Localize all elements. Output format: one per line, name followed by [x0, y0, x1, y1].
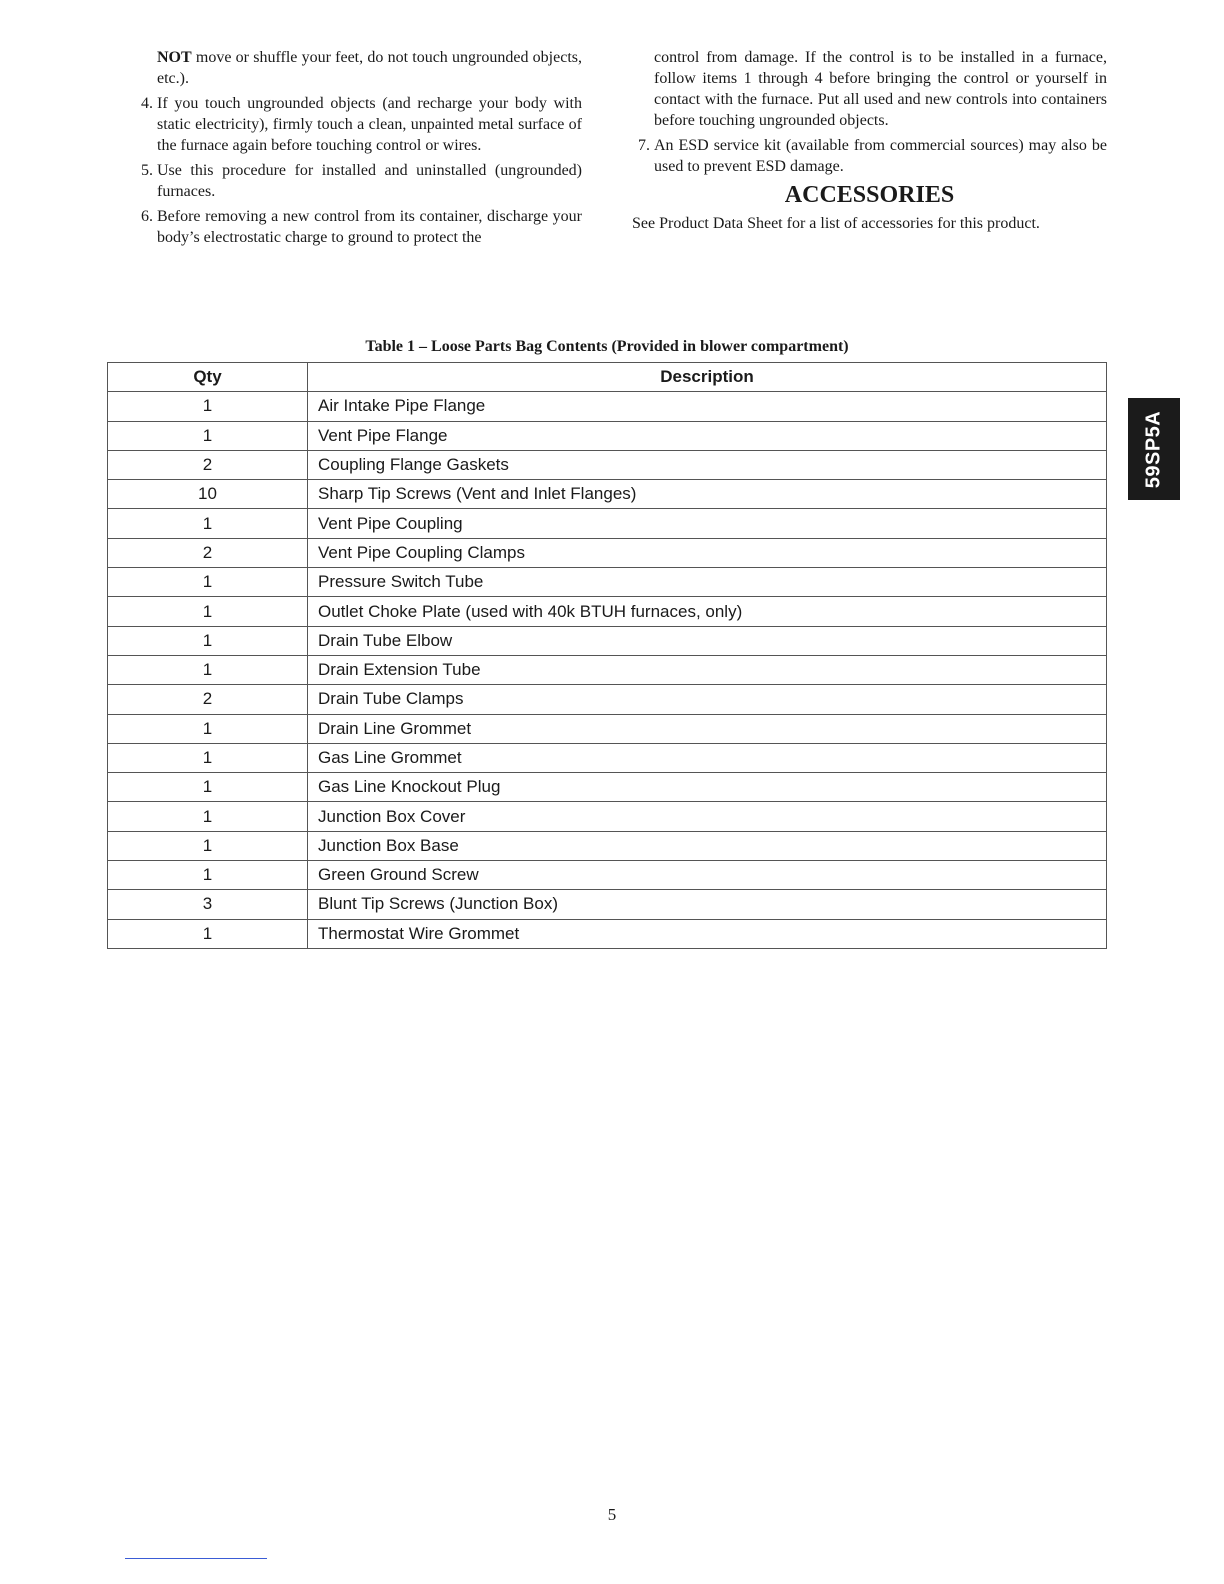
table-row — [108, 861, 1107, 890]
description-cell: Thermostat Wire Grommet — [308, 919, 1107, 948]
description-cell: Drain Tube Elbow — [308, 626, 1107, 655]
intro-bold: NOT — [157, 49, 192, 66]
list-number: 7. — [638, 137, 650, 154]
qty-cell: 2 — [108, 538, 308, 567]
left-column — [135, 47, 582, 252]
table-caption: Table 1 – Loose Parts Bag Contents (Provided in blower compartment) — [365, 338, 849, 355]
intro-text: move or shuffle your feet, do not touch ungrounded objects, etc.). — [157, 49, 582, 87]
qty-cell: 1 — [108, 861, 308, 890]
description-cell: Air Intake Pipe Flange — [308, 392, 1107, 421]
qty-header: Qty — [108, 363, 308, 392]
description-cell: Outlet Choke Plate (used with 40k BTUH furnaces, only) — [308, 597, 1107, 626]
qty-cell: 1 — [108, 392, 308, 421]
list-item-6 — [135, 206, 582, 248]
item-6-continuation: control from damage. If the control is to be installed in a furnace, follow items 1 through 4 before bringing the control or yourself in contact with the furnace. Put all used and new controls into containers before touching ungrounded objects. — [654, 49, 1107, 129]
table-row — [108, 538, 1107, 567]
table-row — [108, 509, 1107, 538]
list-number: 4. — [141, 95, 153, 112]
qty-cell: 1 — [108, 714, 308, 743]
list-number: 5. — [141, 162, 153, 179]
qty-cell: 1 — [108, 568, 308, 597]
description-cell: Drain Extension Tube — [308, 655, 1107, 684]
qty-cell: 1 — [108, 509, 308, 538]
description-cell: Junction Box Base — [308, 831, 1107, 860]
table-row — [108, 450, 1107, 479]
qty-cell: 1 — [108, 919, 308, 948]
page-number: 5 — [607, 1505, 617, 1524]
list-text: If you touch ungrounded objects (and recharge your body with static electricity), firmly touch a clean, unpainted metal surface of the furnace again before touching control or wires. — [157, 95, 582, 154]
description-cell: Vent Pipe Coupling Clamps — [308, 538, 1107, 567]
table-row — [108, 685, 1107, 714]
list-item-7 — [632, 135, 1107, 177]
accessories-heading: ACCESSORIES — [784, 182, 955, 208]
table-row — [108, 714, 1107, 743]
description-cell: Gas Line Grommet — [308, 743, 1107, 772]
description-cell: Drain Line Grommet — [308, 714, 1107, 743]
table-row — [108, 392, 1107, 421]
table-row — [108, 743, 1107, 772]
accessories-text: See Product Data Sheet for a list of accessories for this product. — [632, 215, 1040, 232]
list-text: Before removing a new control from its container, discharge your body’s electrostatic charge to ground to protect the — [157, 208, 582, 246]
qty-cell: 1 — [108, 626, 308, 655]
description-cell: Vent Pipe Flange — [308, 421, 1107, 450]
description-cell: Gas Line Knockout Plug — [308, 773, 1107, 802]
description-cell: Drain Tube Clamps — [308, 685, 1107, 714]
qty-cell: 1 — [108, 655, 308, 684]
description-cell: Pressure Switch Tube — [308, 568, 1107, 597]
table-row — [108, 421, 1107, 450]
list-number: 6. — [141, 208, 153, 225]
qty-cell: 3 — [108, 890, 308, 919]
table-header-row — [108, 363, 1107, 392]
list-item-5 — [135, 160, 582, 202]
loose-parts-table — [107, 362, 1107, 949]
table-row — [108, 802, 1107, 831]
qty-cell: 1 — [108, 773, 308, 802]
qty-cell: 2 — [108, 685, 308, 714]
qty-cell: 2 — [108, 450, 308, 479]
model-label: 59SP5A — [1142, 410, 1165, 488]
qty-cell: 1 — [108, 421, 308, 450]
table-body — [108, 392, 1107, 949]
qty-cell: 10 — [108, 480, 308, 509]
table-row — [108, 831, 1107, 860]
list-text: Use this procedure for installed and uninstalled (ungrounded) furnaces. — [157, 162, 582, 200]
qty-cell: 1 — [108, 802, 308, 831]
table-row — [108, 597, 1107, 626]
description-cell: Vent Pipe Coupling — [308, 509, 1107, 538]
table-row — [108, 626, 1107, 655]
description-cell: Blunt Tip Screws (Junction Box) — [308, 890, 1107, 919]
model-side-tab — [1128, 398, 1180, 500]
table-row — [108, 655, 1107, 684]
qty-cell: 1 — [108, 831, 308, 860]
right-column — [632, 47, 1107, 234]
description-cell: Coupling Flange Gaskets — [308, 450, 1107, 479]
table-row — [108, 890, 1107, 919]
description-header: Description — [308, 363, 1107, 392]
qty-cell: 1 — [108, 743, 308, 772]
footer-divider — [125, 1558, 267, 1559]
list-item-4 — [135, 93, 582, 156]
list-text: An ESD service kit (available from commercial sources) may also be used to prevent ESD damage. — [654, 137, 1107, 175]
description-cell: Sharp Tip Screws (Vent and Inlet Flanges) — [308, 480, 1107, 509]
table-row — [108, 568, 1107, 597]
table-row — [108, 773, 1107, 802]
description-cell: Green Ground Screw — [308, 861, 1107, 890]
qty-cell: 1 — [108, 597, 308, 626]
description-cell: Junction Box Cover — [308, 802, 1107, 831]
table-row — [108, 919, 1107, 948]
table-row — [108, 480, 1107, 509]
intro-paragraph — [135, 47, 582, 89]
